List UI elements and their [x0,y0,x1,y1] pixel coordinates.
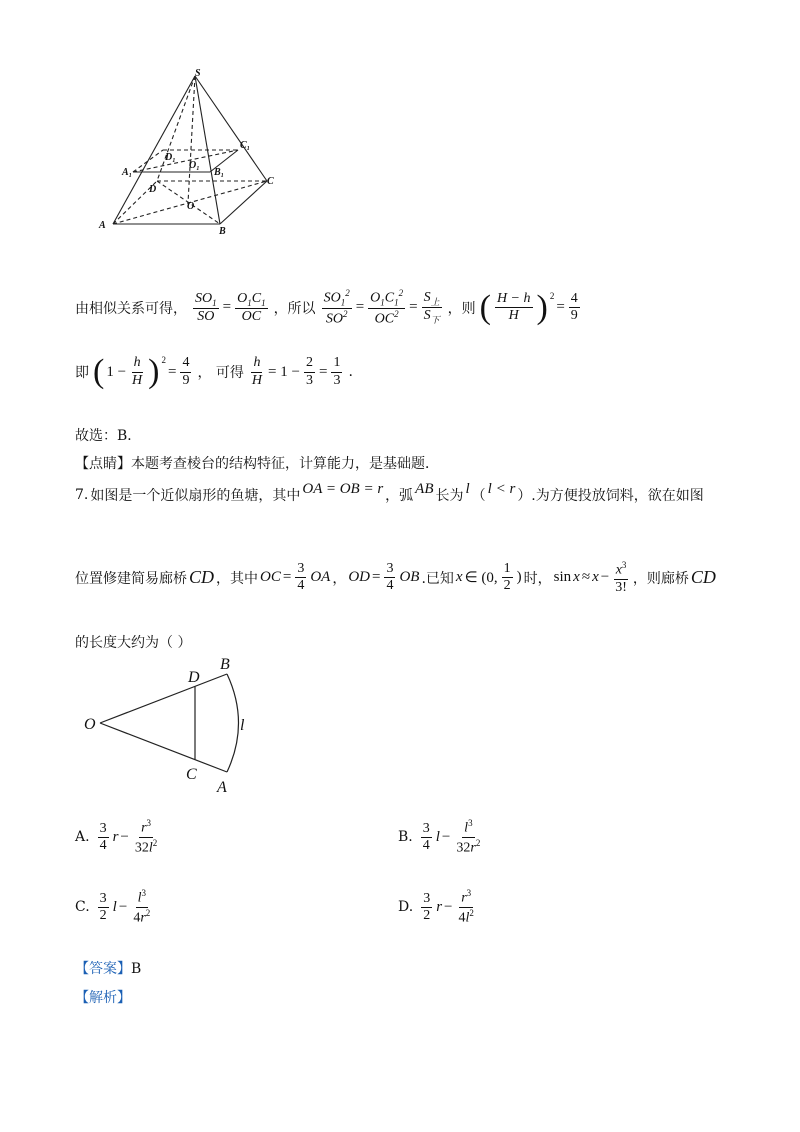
q7-text10: 时， [523,570,552,587]
height-ratio-equation: ( $\frac{H - h}{H}$ ) $^2$ = $\frac{4}{9}$ [479,288,578,326]
solution-line-2 [75,355,353,389]
q7-text9: .已知 [421,570,454,587]
q7-text6: 位置修建简易廊桥 [75,570,187,587]
q7-text7: ，其中 [216,570,259,587]
option-b-formula: $\frac{3}{4}$ l − $\frac{l^3}{32r^2}$ [422,818,481,856]
comment-line [75,453,439,473]
q7-text2: ，弧 [385,488,414,504]
label-B: B [219,226,226,237]
q7-text4: （ [471,488,486,504]
sector-label-l: l [240,717,245,734]
arc-ab: AB [415,480,434,497]
option-c-label: C. [75,899,90,916]
option-b[interactable] [398,818,484,857]
x-interval: x ∈ (0, $\frac{1}{2}$ ) [455,561,522,594]
oc-equation: OC = $\frac{3}{4}$ OA [260,561,331,594]
q7-text5: ）.为方便投放饲料，欲在如图 [517,488,704,504]
l-less-r: l < r [487,480,516,497]
line2-mid: ， 可得 [197,365,244,381]
label-A1: A₁ [122,167,133,178]
bridge-cd: CD [189,567,215,588]
bridge-cd-2: CD [690,567,716,588]
option-a[interactable] [75,818,161,857]
sector-label-A: A [217,779,227,796]
option-d-label: D. [398,899,414,916]
answer-value: B [131,961,142,977]
label-O1: O₁ [189,160,200,171]
label-D1: D₁ [165,152,176,163]
analysis-line [75,987,131,1007]
label-A: A [99,220,106,231]
q7-text11: ，则廊桥 [632,570,689,587]
solution-line-1 [75,288,582,328]
comment-text: 本题考查棱台的结构特征，计算能力，是基础题． [131,456,439,472]
q7-text1: 如图是一个近似扇形的鱼塘，其中 [90,488,301,504]
choice-line: 故选：B． [75,428,142,444]
option-a-formula: $\frac{3}{4}$ r − $\frac{r^3}{32l^2}$ [99,818,158,856]
pyramid-figure [95,68,285,238]
option-d-formula: $\frac{3}{2}$ r − $\frac{r^3}{4l^2}$ [423,888,474,926]
label-C1: C₁ [240,140,251,151]
sector-label-B: B [220,656,230,673]
q7-line-1 [75,480,704,505]
label-O: O [187,201,195,212]
answer-tag: 【答案】 [75,961,131,977]
od-equation: OD = $\frac{3}{4}$ OB [348,561,420,594]
result-equation: $\frac{h}{H}$ = 1 − $\frac{2}{3}$ = $\frac{1}{3}$ [251,355,341,388]
line2-end: . [348,364,353,380]
label-C: C [267,176,274,187]
label-D: D [149,184,157,195]
line1-mid: ，所以 [273,300,316,317]
option-c[interactable] [75,888,154,927]
line2-prefix: 即 [75,365,89,381]
ratio-equation: $\frac{SO_1}{SO}$ = $\frac{O_1C_1}{OC}$ [195,290,266,324]
analysis-tag: 【解析】 [75,990,131,1006]
q7-text3: 长为 [435,488,464,504]
sector-label-C: C [186,766,197,783]
comment-tag: 【点睛】 [75,456,131,472]
sine-approx: sin x ≈ x − $\frac{x^3}{3!}$ [553,560,627,595]
option-a-label: A. [75,829,90,846]
area-ratio-equation: $\frac{SO_1^2}{SO^2}$ = $\frac{O_1C_1^2}{OC^2}$ = $\frac{S_上}{S_下}$ [323,288,440,327]
sector-label-O: O [84,716,96,733]
q7-text8: ， [332,570,347,587]
q7-line-2 [75,560,716,596]
label-B1: B₁ [214,167,225,178]
line1-then: ，则 [447,300,476,317]
option-b-label: B. [398,829,413,846]
squared-equation: ( 1 − $\frac{h}{H}$ ) $^2$ = $\frac{4}{9}$ [93,353,190,390]
oa-ob-r: OA = OB = r [302,480,384,497]
q7-line-3: 的长度大约为（ ） [75,635,192,651]
label-S: S [195,68,201,79]
option-d[interactable] [398,888,478,927]
arc-length-l: l [465,480,470,497]
option-c-formula: $\frac{3}{2}$ l − $\frac{l^3}{4r^2}$ [99,888,151,926]
q7-number: 7. [75,487,89,503]
answer-line [75,958,141,978]
sector-label-D: D [188,669,200,686]
sector-figure [82,652,272,797]
line1-prefix: 由相似关系可得， [75,300,187,317]
